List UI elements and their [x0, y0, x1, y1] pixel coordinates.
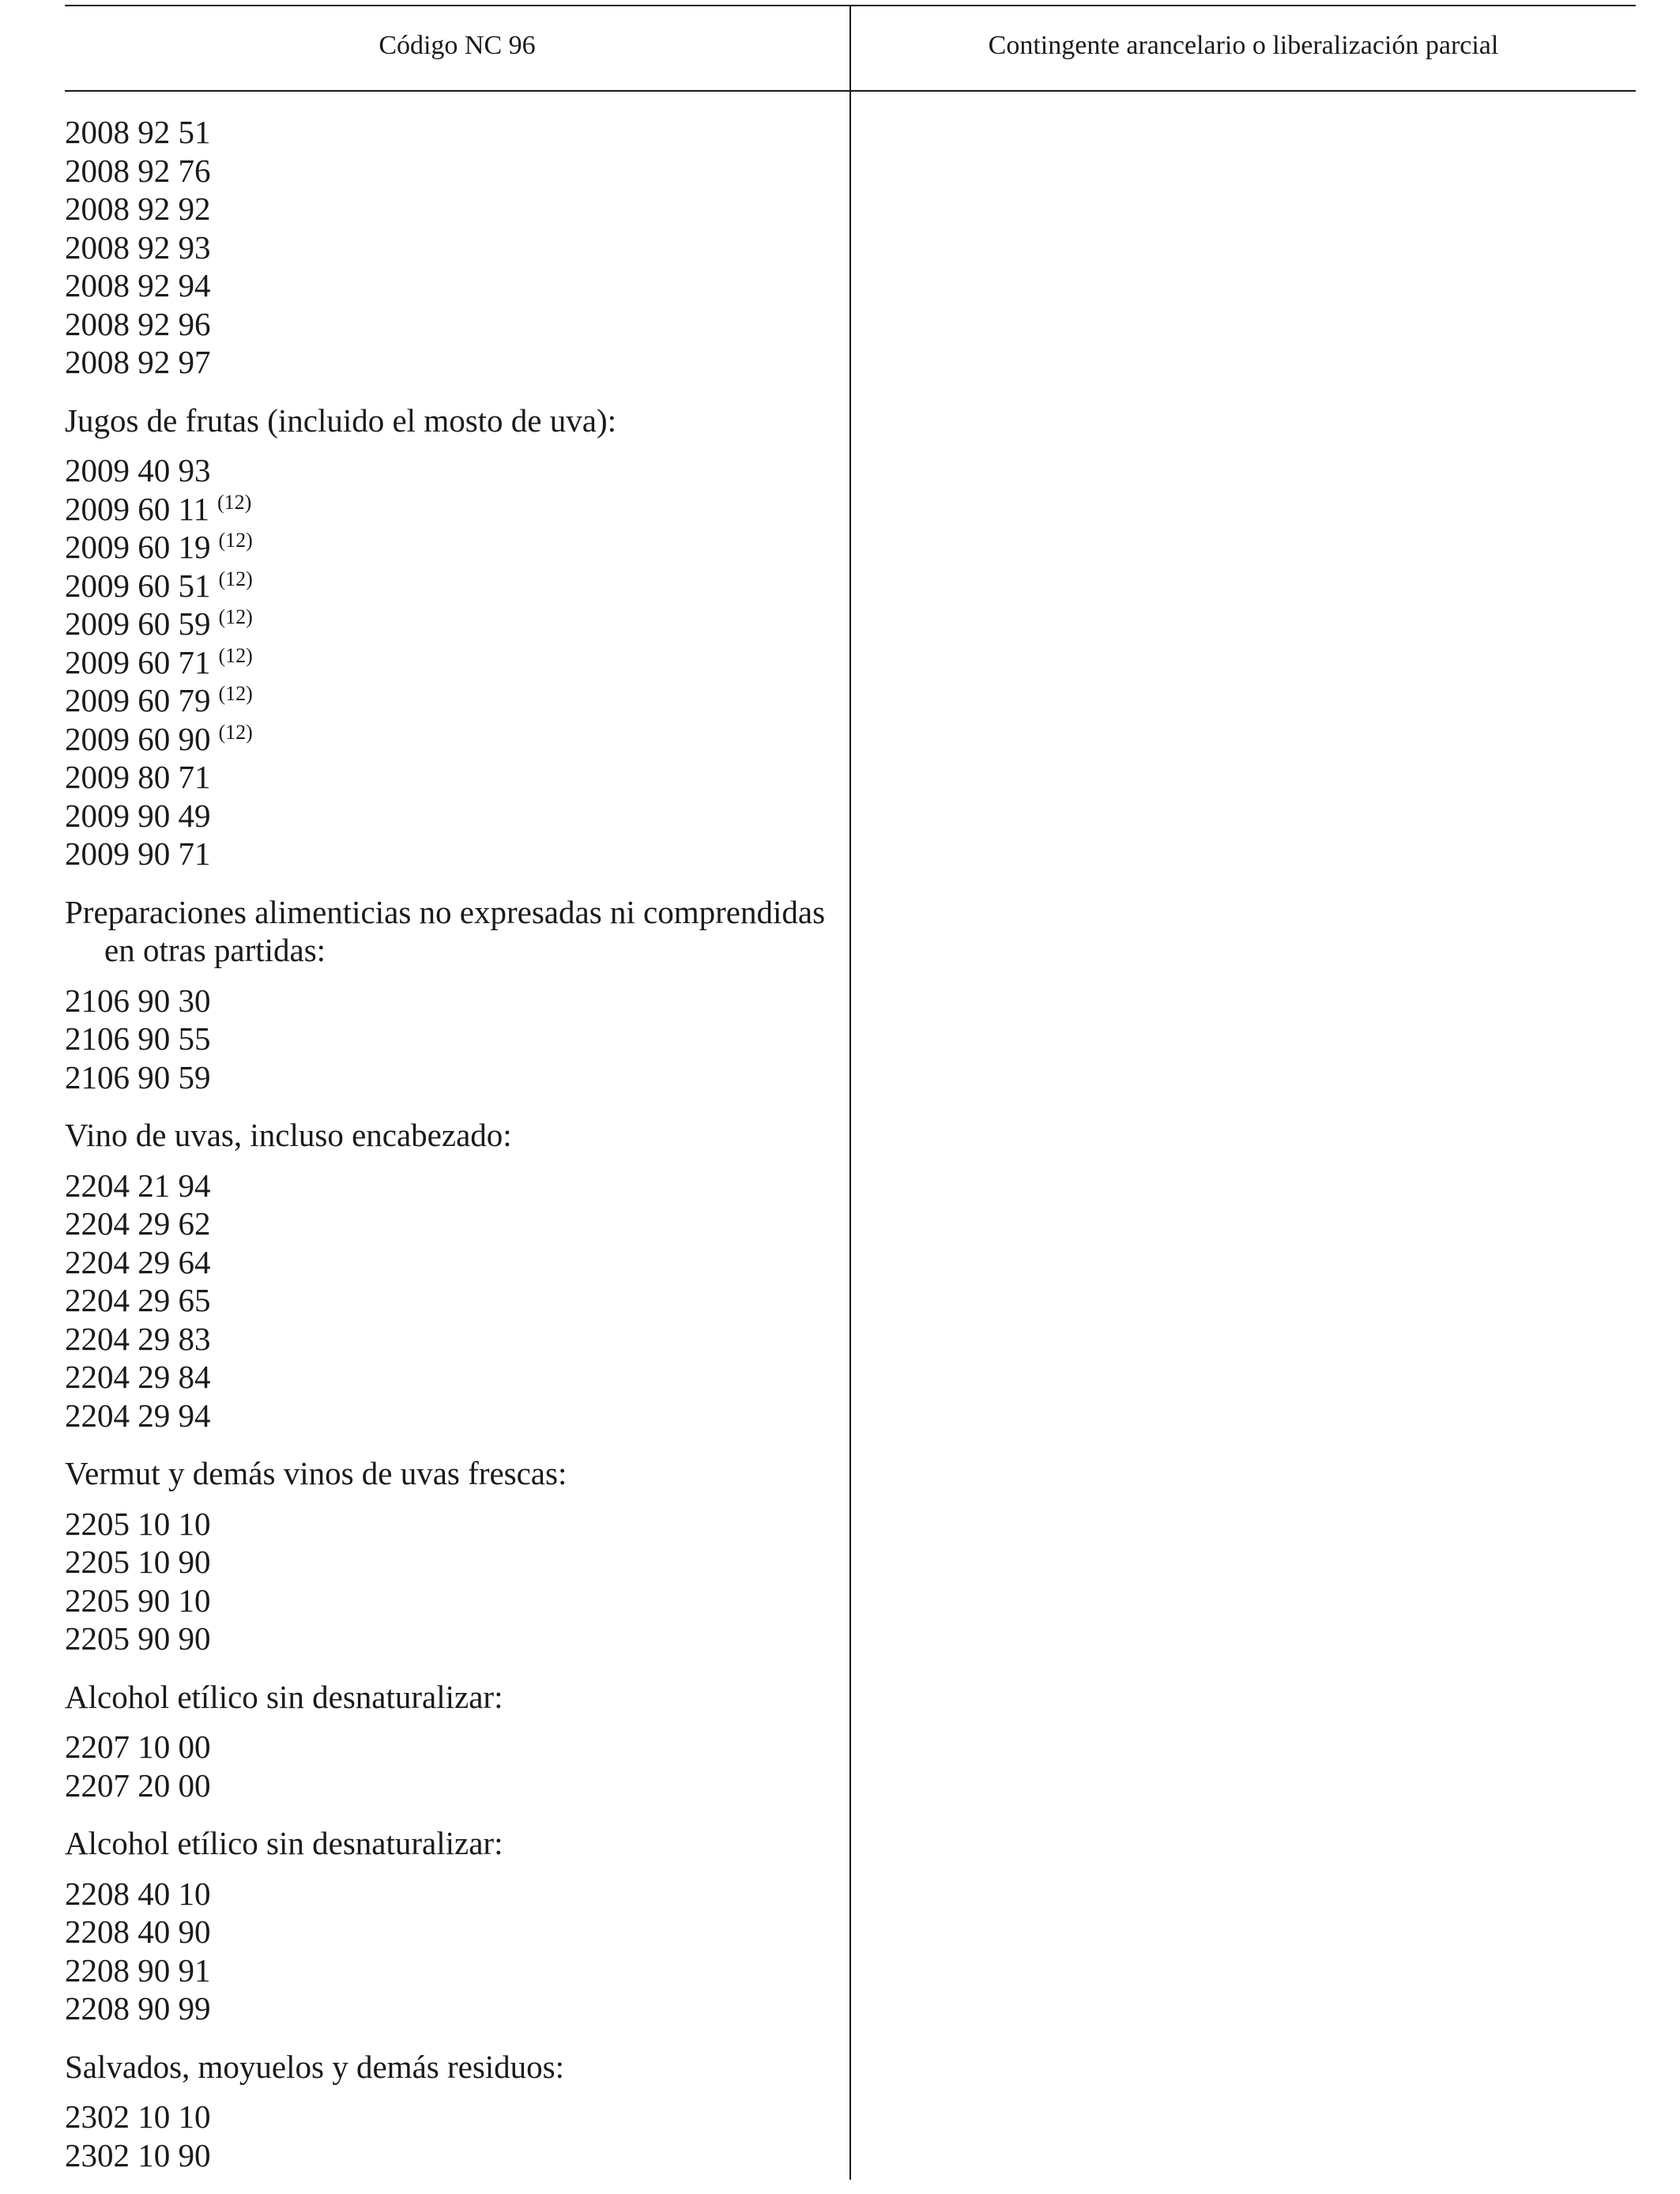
- header-col-quota: Contingente arancelario o liberalización parcial: [988, 31, 1499, 60]
- group-title: Jugos de frutas (incluido el mosto de uva):: [65, 401, 617, 439]
- footnote-ref: (12): [218, 567, 253, 590]
- code-row: [65, 490, 839, 529]
- nc-code: 2008 92 97: [65, 344, 211, 380]
- code-row: [65, 567, 839, 605]
- nc-code: 2009 60 90: [65, 720, 211, 757]
- nc-code: 2009 60 59: [65, 605, 211, 642]
- code-group: [65, 1454, 839, 1658]
- code-row: [65, 451, 839, 490]
- nc-code: 2207 20 00: [65, 1766, 211, 1804]
- nc-code: 2204 29 62: [65, 1205, 211, 1242]
- footnote-ref: (12): [218, 605, 253, 628]
- code-row: [65, 343, 839, 382]
- nc-code: 2302 10 10: [65, 2098, 211, 2135]
- nc-code: 2204 29 83: [65, 1320, 211, 1357]
- code-row: [65, 681, 839, 720]
- nc-code: 2106 90 59: [65, 1058, 211, 1095]
- code-row: [65, 305, 839, 344]
- nc-code: 2205 90 10: [65, 1581, 211, 1619]
- footnote-ref: (12): [218, 682, 253, 705]
- code-row: [65, 1358, 839, 1397]
- code-row: [65, 1728, 839, 1766]
- nc-code: 2204 29 65: [65, 1282, 211, 1318]
- nc-code: 2205 10 90: [65, 1544, 211, 1580]
- code-group: [65, 113, 839, 382]
- nc-code: 2008 92 94: [65, 267, 211, 303]
- nc-code: 2302 10 90: [65, 2136, 211, 2173]
- nc-code: 2008 92 51: [65, 114, 211, 150]
- code-row: [65, 758, 839, 797]
- nc-code: 2204 29 84: [65, 1359, 211, 1395]
- group-title: Preparaciones alimenticias no expresadas ni comprendidas en otras partidas:: [65, 893, 826, 968]
- code-row: [65, 1397, 839, 1435]
- nc-code: 2208 40 90: [65, 1913, 211, 1950]
- nc-code: 2205 90 90: [65, 1620, 211, 1657]
- code-row: [65, 1913, 839, 1951]
- code-row: [65, 605, 839, 643]
- code-row: [65, 1058, 839, 1097]
- code-row: [65, 982, 839, 1020]
- nc-code: 2208 90 91: [65, 1951, 211, 1989]
- code-row: [65, 835, 839, 873]
- code-row: [65, 2098, 839, 2136]
- code-row: [65, 1281, 839, 1320]
- code-row: [65, 1204, 839, 1243]
- group-title: Alcohol etílico sin desnaturalizar:: [65, 1825, 503, 1861]
- footnote-ref: (12): [218, 529, 253, 552]
- code-group: [65, 1824, 839, 2028]
- nc-code: 2009 60 11: [65, 490, 209, 527]
- code-row: [65, 190, 839, 228]
- code-group: [65, 893, 839, 1097]
- code-row: [65, 113, 839, 152]
- group-title: Vino de uvas, incluso encabezado:: [65, 1117, 512, 1153]
- nc-code: 2204 21 94: [65, 1167, 211, 1204]
- code-row: [65, 2136, 839, 2175]
- nc-code: 2009 60 71: [65, 643, 211, 680]
- code-group: [65, 2048, 839, 2175]
- code-row: [65, 1543, 839, 1581]
- nc-code: 2008 92 96: [65, 305, 211, 342]
- nc-code: 2208 40 10: [65, 1875, 211, 1912]
- nc-code: 2208 90 99: [65, 1990, 211, 2026]
- footnote-ref: (12): [218, 643, 253, 667]
- nc-code: 2205 10 10: [65, 1505, 211, 1542]
- nc-code: 2008 92 76: [65, 152, 211, 189]
- nc-code: 2204 29 94: [65, 1397, 211, 1434]
- group-title: Salvados, moyuelos y demás residuos:: [65, 2048, 565, 2085]
- nc-code: 2008 92 92: [65, 190, 211, 227]
- group-title: Vermut y demás vinos de uvas frescas:: [65, 1455, 567, 1491]
- code-row: [65, 1951, 839, 1990]
- nc-code: 2009 60 79: [65, 682, 211, 718]
- code-group: [65, 401, 839, 873]
- column-divider: [849, 5, 851, 2180]
- header-col-code: Código NC 96: [379, 31, 536, 60]
- code-row: [65, 1505, 839, 1544]
- code-group: [65, 1116, 839, 1434]
- code-row: [65, 1167, 839, 1205]
- nc-code: 2106 90 30: [65, 982, 211, 1019]
- code-row: [65, 1875, 839, 1913]
- code-row: [65, 266, 839, 305]
- nc-code: 2009 90 49: [65, 797, 211, 834]
- code-row: [65, 152, 839, 190]
- code-row: [65, 228, 839, 267]
- nc-code: 2009 60 19: [65, 529, 211, 565]
- code-row: [65, 1619, 839, 1658]
- code-row: [65, 643, 839, 682]
- code-group: [65, 1678, 839, 1805]
- code-row: [65, 1989, 839, 2028]
- code-column: [65, 113, 839, 2194]
- code-row: [65, 1766, 839, 1805]
- nc-code: 2009 90 71: [65, 835, 211, 872]
- code-row: [65, 720, 839, 759]
- group-title: Alcohol etílico sin desnaturalizar:: [65, 1678, 503, 1715]
- code-row: [65, 1320, 839, 1359]
- nc-code: 2204 29 64: [65, 1243, 211, 1280]
- nc-code: 2207 10 00: [65, 1728, 211, 1765]
- nc-code: 2009 40 93: [65, 452, 211, 488]
- footnote-ref: (12): [217, 490, 252, 514]
- nc-code: 2009 80 71: [65, 759, 211, 795]
- nc-code: 2009 60 51: [65, 567, 211, 604]
- nc-code: 2008 92 93: [65, 228, 211, 266]
- footnote-ref: (12): [218, 720, 253, 744]
- code-row: [65, 1020, 839, 1058]
- code-row: [65, 797, 839, 835]
- nc-code: 2106 90 55: [65, 1020, 211, 1057]
- code-row: [65, 528, 839, 567]
- code-row: [65, 1581, 839, 1620]
- code-row: [65, 1243, 839, 1282]
